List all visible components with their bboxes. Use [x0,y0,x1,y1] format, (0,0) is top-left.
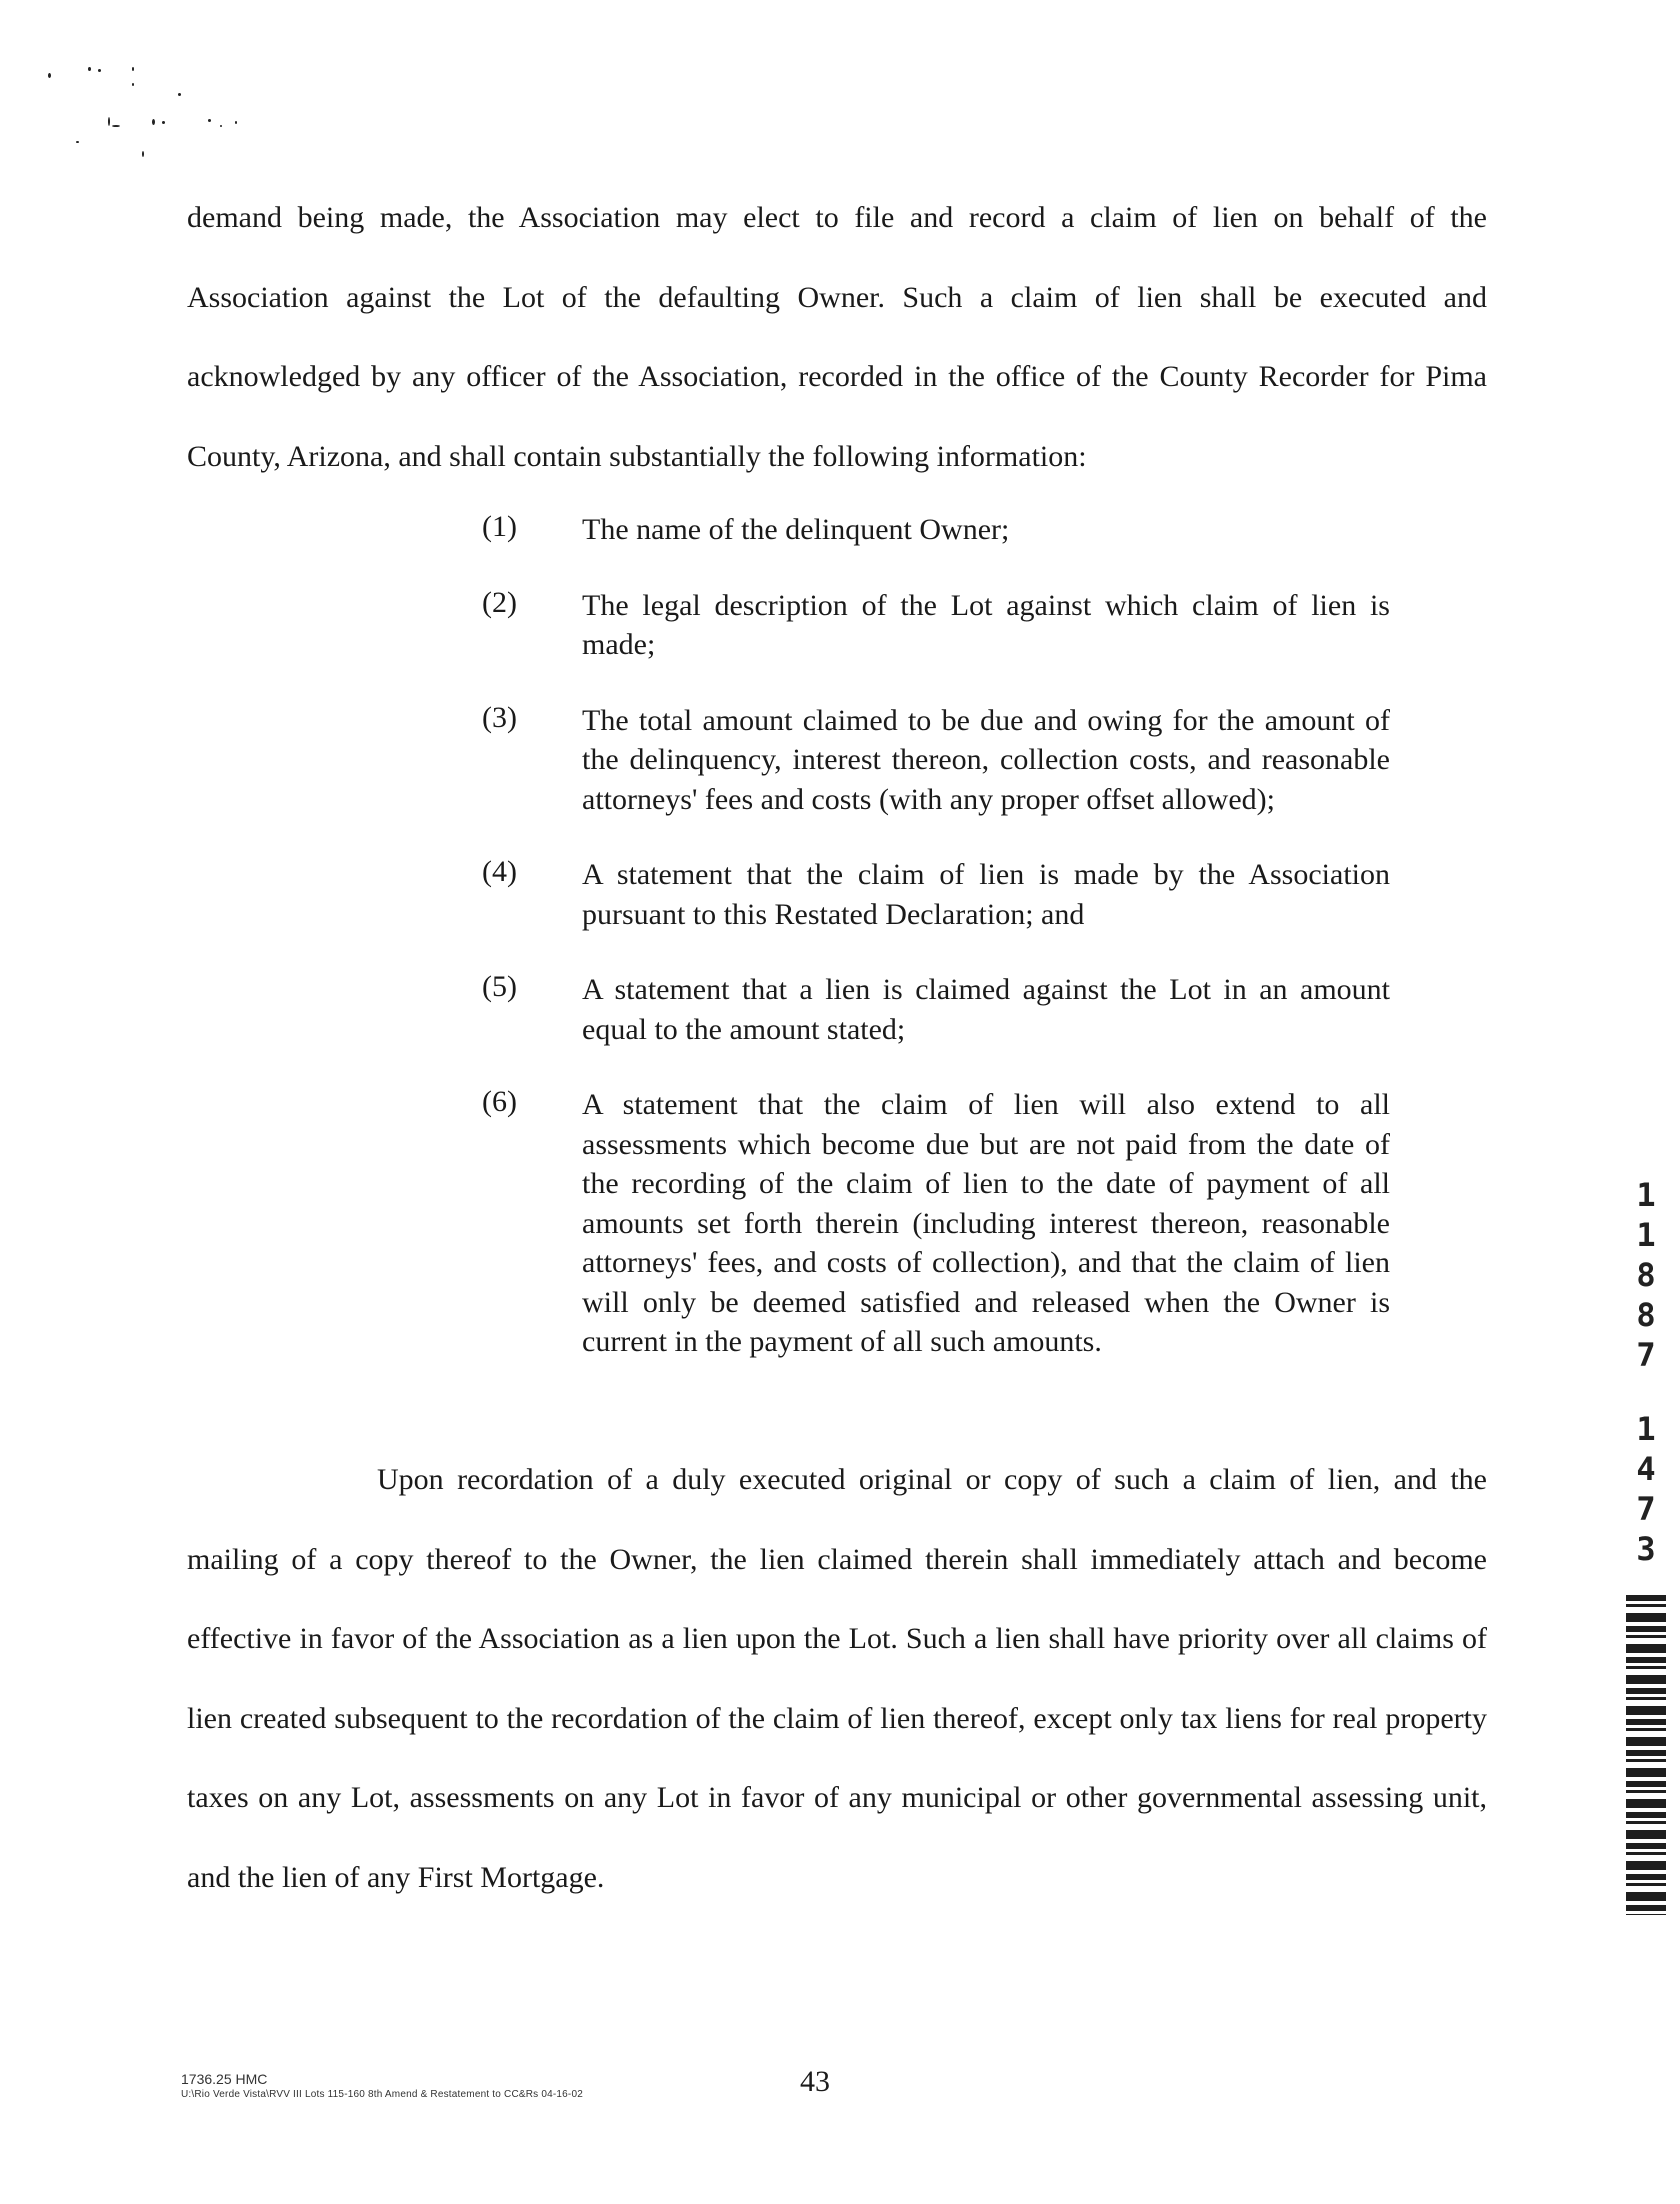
list-item-text: A statement that the claim of lien is made by the Association pursuant to this Restated Declaration; and [582,858,1390,931]
paragraph-top: demand being made, the Association may elect to file and record a claim of lien on behalf of the Association against the Lot of the defaulting Owner. Such a claim of lien shall be executed and acknowledged by any officer of the Association, recorded in the office of the County Recorder for Pima County, Arizona, and shall contain substantially the following information: [187,201,1487,473]
stamp-gap [1628,1375,1664,1409]
list-item-text: The total amount claimed to be due and owing for the amount of the delinquency, interest thereon, collection costs, and reasonable attorneys' fees and costs (with any proper offset allowed); [582,703,1390,816]
list-item [470,701,1390,820]
docket-digit: 8 [1636,1256,1656,1294]
barcode-stamp [1626,1595,1666,1915]
footer-doc-info [181,2070,583,2102]
docket-digit: 7 [1636,1336,1656,1374]
list-item-number: (5) [482,970,517,1003]
footer-file-path: U:\Rio Verde Vista\RVV III Lots 115-160 8th Amend & Restatement to CC&Rs 04-16-02 [181,2089,583,2100]
list-item-number: (3) [482,700,517,734]
page-digit: 4 [1636,1450,1656,1488]
list-item-text: A statement that the claim of lien will also extend to all assessments which become due but are not paid from the date of the recording of the claim of lien to the date of payment of all amounts set forth therein (including interest thereon, reasonable attorneys' fees, and costs of collection), and that the claim of lien will only be deemed satisfied and released when the Owner is current in the payment of all such amounts. [582,1088,1390,1358]
page-number: 43 [800,2065,830,2098]
docket-digit: 8 [1636,1296,1656,1334]
paragraph-bottom: Upon recordation of a duly executed original or copy of such a claim of lien, and the mailing of a copy thereof to the Owner, the lien claimed therein shall immediately attach and become effective in favor of the Association as a lien upon the Lot. Such a lien shall have priority over all claims of lien created subsequent to the recordation of the claim of lien thereof, except only tax liens for real property taxes on any Lot, assessments on any Lot in favor of any municipal or other governmental assessing unit, and the lien of any First Mortgage. [187,1463,1487,1894]
page-digit: 7 [1636,1490,1656,1528]
list-item-number: (4) [482,855,517,888]
list-item-number: (2) [482,585,517,619]
list-item [470,1085,1390,1362]
recording-stamp [1628,1175,1664,1569]
list-item-number: (1) [482,510,517,543]
list-item-text: The name of the delinquent Owner; [582,513,1010,546]
footer-doc-id: 1736.25 HMC [181,2071,268,2087]
list-item-text: A statement that a lien is claimed against the Lot in an amount equal to the amount stated; [582,973,1390,1046]
list-item-text: The legal description of the Lot against which claim of lien is made; [582,588,1390,661]
scan-artifacts [40,55,260,165]
list-item [470,510,1390,550]
page-digit: 1 [1636,1410,1656,1448]
lien-information-list [470,510,1390,1398]
list-item-number: (6) [482,1085,517,1118]
docket-digit: 1 [1636,1176,1656,1214]
docket-digit: 1 [1636,1216,1656,1254]
list-item [470,855,1390,934]
page-digit: 3 [1636,1530,1656,1568]
list-item [470,586,1390,665]
list-item [470,970,1390,1049]
